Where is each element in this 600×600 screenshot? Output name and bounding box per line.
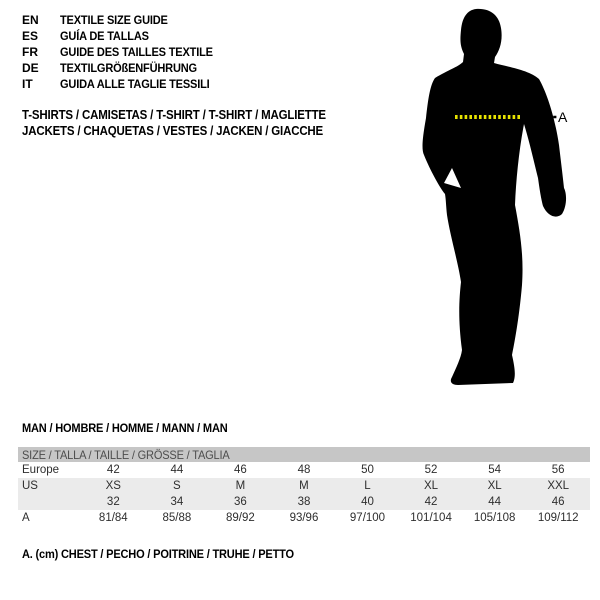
cell: 89/92	[226, 512, 255, 524]
table-row-a-chest	[18, 510, 590, 526]
language-row-fr	[22, 44, 226, 60]
cell: 81/84	[98, 512, 128, 524]
cell: 93/96	[289, 512, 319, 524]
table-row-us	[18, 478, 590, 494]
cell: XXL	[526, 478, 590, 494]
cell: 38	[272, 494, 336, 510]
cell: 48	[297, 464, 311, 476]
language-code: IT	[22, 77, 33, 91]
cell: 85/88	[162, 512, 192, 524]
cell: 44	[463, 494, 527, 510]
cell: 46	[526, 494, 590, 510]
cell: 50	[361, 464, 374, 476]
language-label: TEXTILGRÖßENFÜHRUNG	[60, 61, 197, 75]
cell: 34	[145, 494, 209, 510]
size-table-header-text: SIZE / TALLA / TAILLE / GRÖSSE / TAGLIA	[22, 447, 230, 462]
cell: 109/112	[537, 512, 579, 524]
man-silhouette	[405, 0, 600, 400]
language-list	[22, 12, 226, 92]
size-table	[18, 447, 590, 526]
cell: L	[336, 478, 400, 494]
category-list	[22, 107, 352, 139]
language-label: TEXTILE SIZE GUIDE	[60, 13, 168, 27]
language-row-en	[22, 12, 226, 28]
measurement-footnote	[22, 547, 318, 561]
cell: M	[209, 478, 273, 494]
cell: 40	[336, 494, 400, 510]
size-table-header-row	[18, 447, 590, 462]
man-silhouette-shape	[423, 9, 567, 385]
cell: 105/108	[473, 512, 516, 524]
row-label: A	[22, 512, 30, 524]
cell: 54	[488, 464, 501, 476]
row-label: Europe	[22, 464, 60, 476]
cell: XL	[463, 478, 527, 494]
cell: 46	[234, 464, 247, 476]
section-title-text: MAN / HOMBRE / HOMME / MANN / MAN	[22, 421, 228, 435]
language-code: DE	[22, 61, 39, 75]
measurement-label-a: A	[558, 109, 568, 125]
language-code: EN	[22, 13, 39, 27]
row-label: US	[18, 478, 82, 494]
cell: XL	[399, 478, 463, 494]
size-table-header	[18, 447, 590, 462]
cell: XS	[82, 478, 146, 494]
language-label: GUIDE DES TAILLES TEXTILE	[60, 45, 213, 59]
table-row-europe	[18, 462, 590, 478]
cell: 42	[106, 464, 120, 476]
measurement-footnote-text: A. (cm) CHEST / PECHO / POITRINE / TRUHE / PETTO	[22, 547, 294, 561]
category-text: T-SHIRTS / CAMISETAS / T-SHIRT / T-SHIRT / MAGLIETTE	[22, 108, 326, 122]
language-row-de	[22, 60, 226, 76]
cell: 44	[170, 464, 184, 476]
cell: 52	[424, 464, 438, 476]
cell: 56	[551, 464, 565, 476]
language-row-it	[22, 76, 226, 92]
language-code: FR	[22, 45, 38, 59]
language-row-es	[22, 28, 226, 44]
cell: 32	[82, 494, 146, 510]
cell: 97/100	[349, 512, 386, 524]
row-label	[18, 494, 82, 510]
category-text: JACKETS / CHAQUETAS / VESTES / JACKEN / GIACCHE	[22, 124, 324, 138]
cell: 101/104	[410, 512, 452, 524]
cell: M	[272, 478, 336, 494]
language-label: GUIDA ALLE TAGLIE TESSILI	[60, 77, 210, 91]
language-code: ES	[22, 29, 39, 43]
table-row-uk	[18, 494, 590, 510]
cell: S	[145, 478, 209, 494]
category-line-tshirts	[22, 107, 352, 123]
language-label: GUÍA DE TALLAS	[60, 29, 149, 43]
cell: 42	[399, 494, 463, 510]
section-title-man	[22, 421, 245, 435]
category-line-jackets	[22, 123, 352, 139]
cell: 36	[209, 494, 273, 510]
